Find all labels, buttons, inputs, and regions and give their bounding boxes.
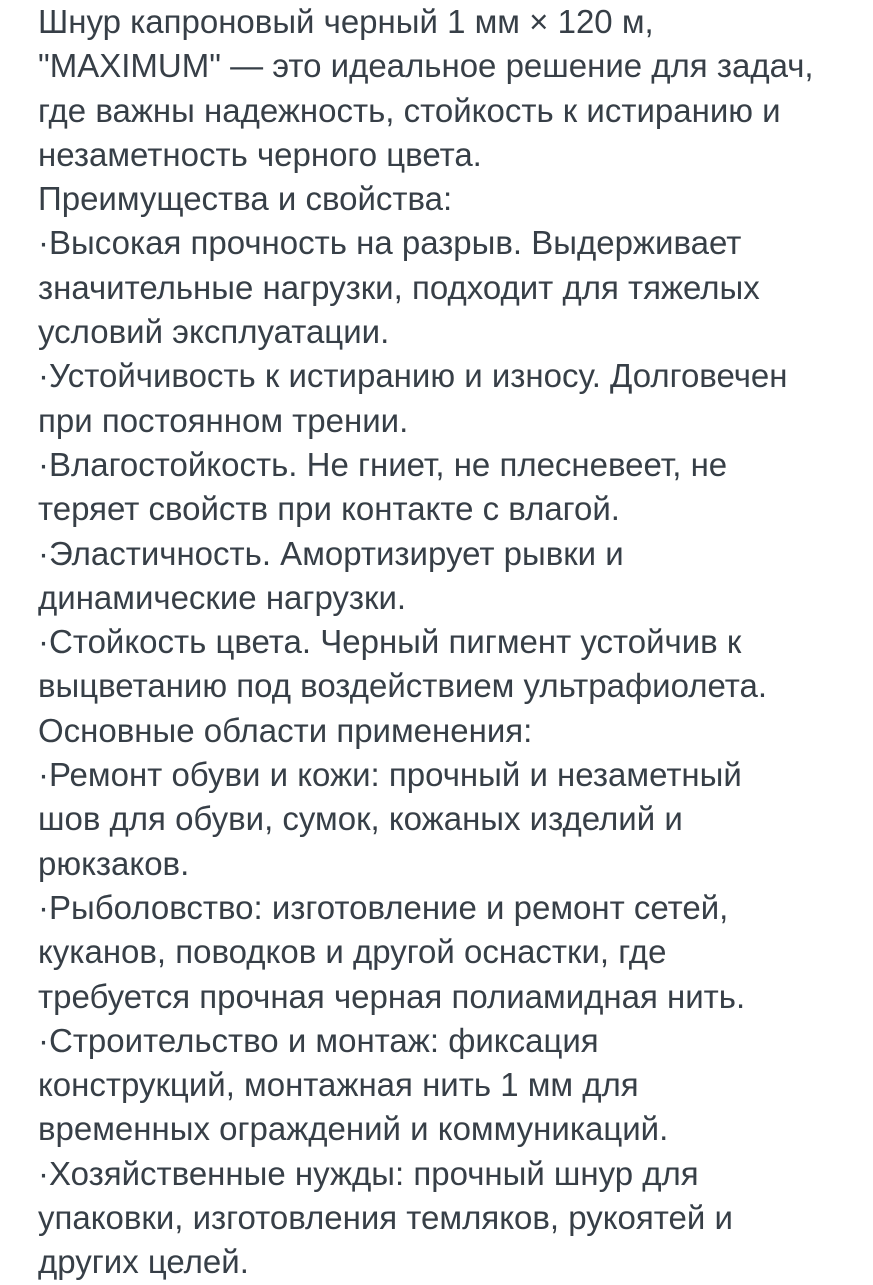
description-text-line: временных ограждений и коммуникаций. xyxy=(38,1110,669,1148)
description-text-line: шов для обуви, сумок, кожаных изделий и xyxy=(38,800,683,838)
description-text-line: ·Хозяйственные нужды: прочный шнур для xyxy=(38,1154,699,1192)
description-text-line: ·Высокая прочность на разрыв. Выдерживает xyxy=(38,224,742,262)
description-text-line: ·Строительство и монтаж: фиксация xyxy=(38,1021,599,1059)
description-text-line: "MAXIMUM" — это идеальное решение для задач, xyxy=(38,47,814,85)
description-text-line: при постоянном трении. xyxy=(38,401,409,439)
description-text-line: других целей. xyxy=(38,1243,249,1281)
description-text-line: теряет свойств при контакте с влагой. xyxy=(38,490,620,528)
description-text-line: незаметность черного цвета. xyxy=(38,135,482,173)
description-text-line: значительные нагрузки, подходит для тяжелых xyxy=(38,268,760,306)
description-text-line: Шнур капроновый черный 1 мм × 120 м, xyxy=(38,3,654,40)
description-text-line: ·Эластичность. Амортизирует рывки и xyxy=(38,534,624,572)
description-text-line: требуется прочная черная полиамидная нить. xyxy=(38,977,746,1015)
description-text-line: выцветанию под воздействием ультрафиолета. xyxy=(38,667,767,705)
description-text-line: ·Рыболовство: изготовление и ремонт сетей, xyxy=(38,888,729,926)
description-text-line: рюкзаков. xyxy=(38,844,190,882)
description-text-line: ·Стойкость цвета. Черный пигмент устойчив к xyxy=(38,623,742,661)
description-text-line: конструкций, монтажная нить 1 мм для xyxy=(38,1066,639,1104)
description-text-line: ·Влагостойкость. Не гниет, не плесневеет, не xyxy=(38,445,728,483)
description-text-line: ·Ремонт обуви и кожи: прочный и незаметный xyxy=(38,756,742,794)
description-text-line: условий эксплуатации. xyxy=(38,313,390,351)
description-text-line: Основные области применения: xyxy=(38,711,533,749)
description-text-line: упаковки, изготовления темляков, рукоятей и xyxy=(38,1199,733,1237)
description-text-line: ·Устойчивость к истиранию и износу. Долговечен xyxy=(38,357,788,395)
description-text-line: куканов, поводков и другой оснастки, где xyxy=(38,933,667,971)
description-text-line: Преимущества и свойства: xyxy=(38,180,453,218)
description-text-line: где важны надежность, стойкость к истиранию и xyxy=(38,91,781,129)
description-text-line: динамические нагрузки. xyxy=(38,578,407,616)
